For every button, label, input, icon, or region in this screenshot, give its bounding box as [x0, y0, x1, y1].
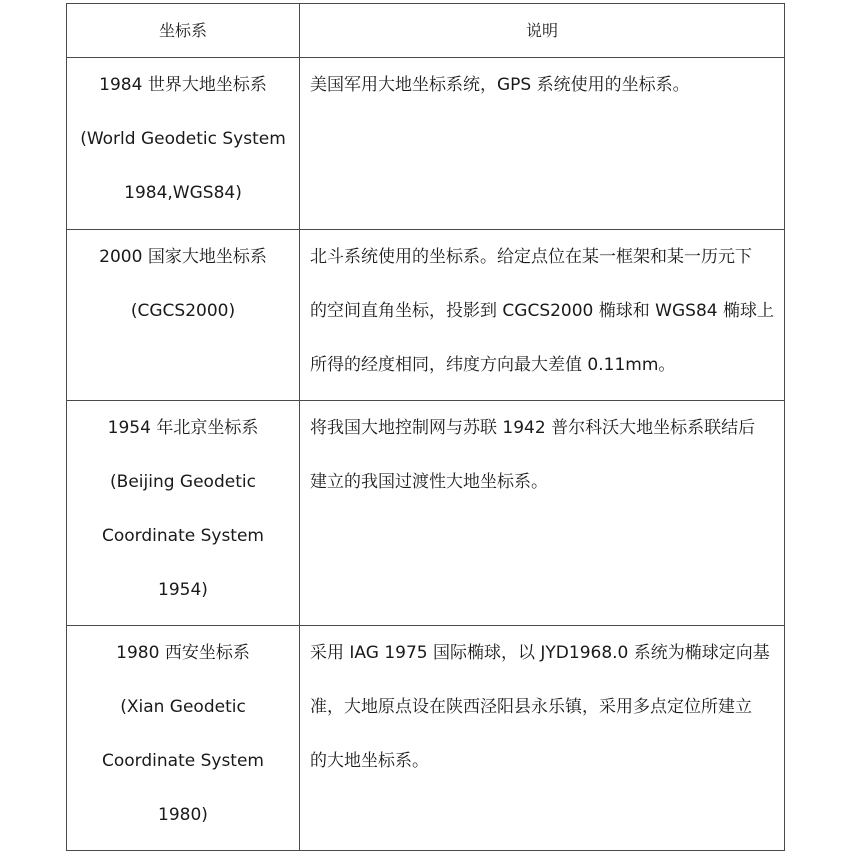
name-line: 1954) — [158, 580, 208, 600]
coordinate-system-name-cell — [67, 58, 300, 230]
name-line: 1980 西安坐标系 — [116, 643, 250, 663]
description-line: 准，大地原点设在陕西泾阳县永乐镇，采用多点定位所建立 — [310, 697, 752, 717]
description-line: 将我国大地控制网与苏联 1942 普尔科沃大地坐标系联结后 — [310, 418, 756, 438]
name-line: (CGCS2000) — [130, 301, 236, 321]
table-row — [67, 58, 785, 230]
description-line: 美国军用大地坐标系统，GPS 系统使用的坐标系。 — [310, 75, 690, 95]
name-line: Coordinate System — [102, 526, 264, 546]
description-cell — [300, 58, 785, 230]
description-line: 所得的经度相同，纬度方向最大差值 0.11mm。 — [310, 355, 676, 375]
name-line: 1984,WGS84) — [124, 183, 242, 203]
name-line: (Xian Geodetic — [120, 697, 246, 717]
coordinate-system-name-cell — [67, 626, 300, 851]
description-line: 北斗系统使用的坐标系。给定点位在某一框架和某一历元下 — [310, 247, 752, 267]
coordinate-systems-table — [66, 3, 785, 851]
name-line: (Beijing Geodetic — [110, 472, 256, 492]
name-line: 2000 国家大地坐标系 — [99, 247, 267, 267]
coordinate-system-name-cell — [67, 230, 300, 401]
header-description: 说明 — [300, 4, 785, 58]
description-cell — [300, 230, 785, 401]
table-row — [67, 626, 785, 851]
table-row — [67, 401, 785, 626]
name-line: (World Geodetic System — [80, 129, 286, 149]
name-line: 1954 年北京坐标系 — [107, 418, 259, 438]
description-line: 的大地坐标系。 — [310, 751, 429, 771]
description-cell — [300, 626, 785, 851]
description-line: 采用 IAG 1975 国际椭球，以 JYD1968.0 系统为椭球定向基 — [310, 643, 770, 663]
header-coordinate-system: 坐标系 — [67, 4, 300, 58]
description-cell — [300, 401, 785, 626]
name-line: 1980) — [158, 805, 208, 825]
name-line: 1984 世界大地坐标系 — [99, 75, 267, 95]
name-line: Coordinate System — [102, 751, 264, 771]
table-header-row — [67, 4, 785, 58]
description-line: 建立的我国过渡性大地坐标系。 — [310, 472, 548, 492]
table-row — [67, 230, 785, 401]
coordinate-system-name-cell — [67, 401, 300, 626]
description-line: 的空间直角坐标，投影到 CGCS2000 椭球和 WGS84 椭球上 — [310, 301, 774, 321]
coordinate-systems-table-container — [66, 3, 784, 851]
